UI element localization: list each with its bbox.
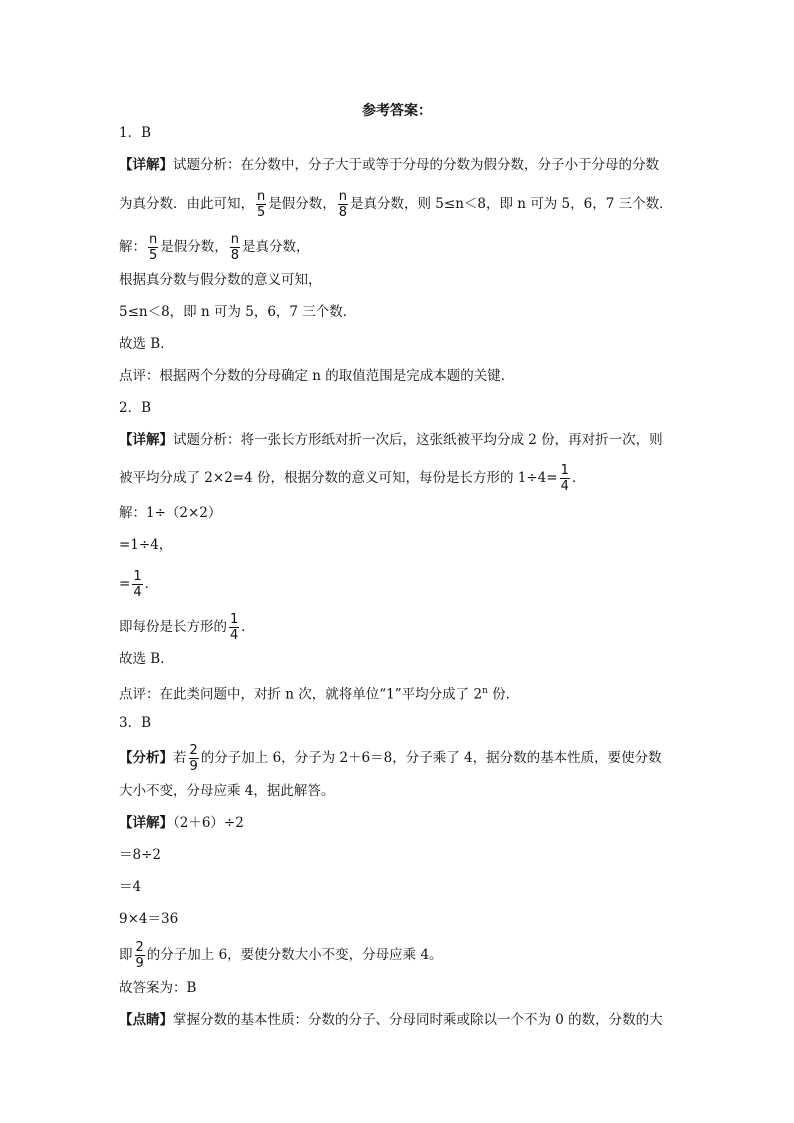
page-title: 参考答案：	[362, 103, 432, 119]
q2-comment: 点评：在此类问题中，对折 n 次，就将单位“1”平均分成了 2$^n$ 份．	[119, 686, 520, 703]
q2-number: 2．B	[119, 400, 152, 416]
fraction-2-over-9: $\frac{2}{9}$	[135, 940, 144, 971]
q1-solution-line-3: 5≤n＜8，即 n 可为 5，6，7 三个数．	[119, 304, 357, 320]
fraction-1-over-4: $\frac{1}{4}$	[133, 569, 142, 600]
q2-analysis-line-1: 【详解】试题分析：将一张长方形纸对折一次后，这张纸被平均分成 2 份，再对折一次，则	[119, 432, 663, 448]
q2-analysis-line-2: 被平均分成了 2×2=4 份，根据分数的意义可知，每份是长方形的 1÷4= $\frac{1}{4}$ ．	[119, 463, 586, 494]
fraction-n-over-5: $\frac{n}{5}$	[148, 232, 158, 263]
fraction-2-over-9: $\frac{2}{9}$	[189, 743, 198, 774]
q1-analysis-line-1: 【详解】试题分析：在分数中，分子大于或等于分母的分数为假分数，分子小于分母的分数	[119, 157, 659, 173]
q3-key-point: 【点睛】掌握分数的基本性质：分数的分子、分母同时乘或除以一个不为 0 的数，分数的大	[119, 1012, 663, 1028]
q3-detail-line-1: 【详解】（2＋6）÷2	[119, 815, 244, 831]
fraction-n-over-5: $\frac{n}{5}$	[256, 189, 266, 220]
q3-number: 3．B	[119, 715, 152, 731]
fraction-1-over-4: $\frac{1}{4}$	[560, 463, 569, 494]
fraction-n-over-8: $\frac{n}{8}$	[338, 189, 348, 220]
fraction-1-over-4: $\frac{1}{4}$	[230, 612, 239, 643]
q1-analysis-line-2: 为真分数．由此可知， $\frac{n}{5}$ 是假分数， $\frac{n}{8}$ 是真分数，则 5≤n＜8，即 n 可为 5，6，7 三个数．	[119, 189, 673, 220]
q3-analysis-line-1: 【分析】若 $\frac{2}{9}$ 的分子加上 6，分子为 2＋6＝8，分子乘了 4，据分数的基本性质，要使分数	[119, 743, 662, 774]
q3-analysis-tag: 【分析】	[119, 750, 173, 766]
q2-detail-tag: 【详解】	[119, 432, 173, 448]
q1-detail-tag: 【详解】	[119, 157, 173, 173]
q2-solution-line-4: 即每份是长方形的 $\frac{1}{4}$ ．	[119, 612, 255, 643]
q3-analysis-line-2: 大小不变，分母应乘 4，据此解答。	[119, 783, 335, 799]
q2-solution-line-2: =1÷4，	[119, 537, 173, 553]
q1-solution-line-2: 根据真分数与假分数的意义可知，	[119, 272, 322, 288]
fraction-n-over-8: $\frac{n}{8}$	[230, 232, 240, 263]
q3-detail-tag: 【详解】	[119, 815, 173, 831]
q3-answer: 故答案为：B	[119, 980, 197, 996]
q1-number: 1．B	[119, 125, 152, 141]
q2-solution-line-3: = $\frac{1}{4}$ ．	[119, 569, 159, 600]
q1-choice: 故选 B．	[119, 336, 174, 352]
q3-detail-line-5: 即 $\frac{2}{9}$ 的分子加上 6，要使分数大小不变，分母应乘 4。	[119, 940, 443, 971]
q2-solution-line-1: 解：1÷（2×2）	[119, 505, 222, 521]
q3-keypoint-tag: 【点睛】	[119, 1012, 173, 1028]
q3-detail-line-3: ＝4	[119, 879, 142, 895]
q1-comment: 点评：根据两个分数的分母确定 n 的取值范围是完成本题的关键．	[119, 368, 515, 384]
q2-choice: 故选 B．	[119, 651, 174, 667]
superscript-n: n	[482, 686, 488, 696]
q1-solution-line-1: 解： $\frac{n}{5}$ 是假分数， $\frac{n}{8}$ 是真分数，	[119, 232, 310, 263]
q3-detail-line-4: 9×4＝36	[119, 911, 179, 927]
q3-detail-line-2: ＝8÷2	[119, 847, 161, 863]
